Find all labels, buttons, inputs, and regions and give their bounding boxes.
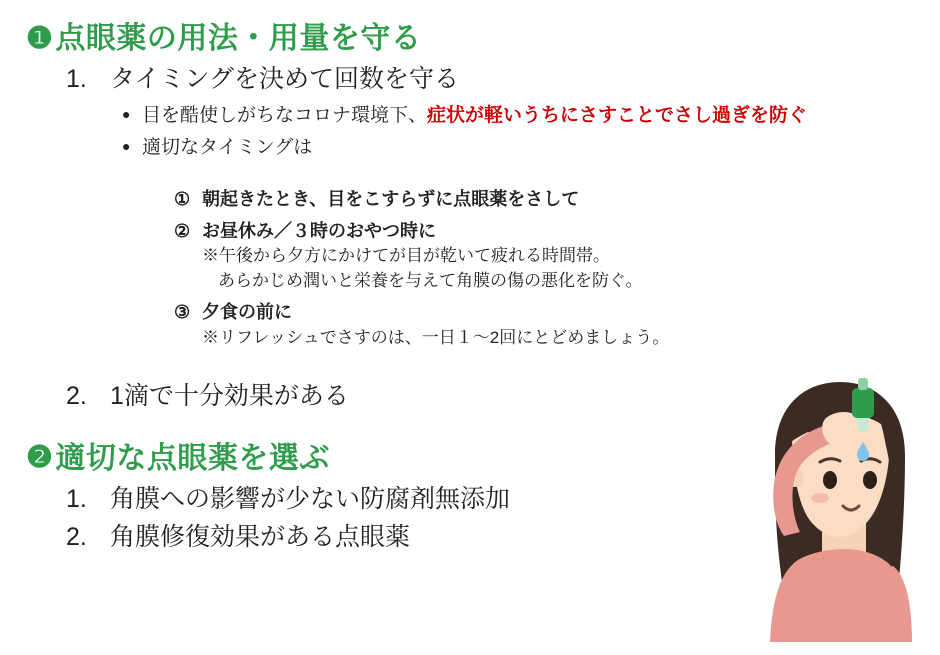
sub-list-item xyxy=(26,186,914,212)
section-title: 適切な点眼薬を選ぶ xyxy=(55,441,330,475)
bullet-dot-icon: ● xyxy=(122,105,131,122)
sub-list-text: お昼休み／３時のおやつ時に xyxy=(202,221,436,242)
list-text: タイミングを決めて回数を守る xyxy=(110,65,460,93)
sub-list-text: 朝起きたとき、目をこすらずに点眼薬をさして xyxy=(202,188,580,209)
bullet-text: 適切なタイミングは xyxy=(142,137,313,159)
sub-list-item xyxy=(26,218,914,244)
sub-list-number: ① xyxy=(174,188,191,209)
bullet-text xyxy=(142,103,914,130)
list-number: 1. xyxy=(66,65,87,93)
section-heading-1 xyxy=(26,22,914,55)
list-text: 角膜への影響が少ない防腐剤無添加 xyxy=(110,484,511,513)
list-text: 角膜修復効果がある点眼薬 xyxy=(110,522,411,551)
bullet-text-emphasis: 症状が軽いうちにさすことでさし過ぎを防ぐ xyxy=(427,104,808,126)
list-number: 1. xyxy=(66,484,87,513)
list-number: 2. xyxy=(66,382,87,411)
section-number-icon: ❶ xyxy=(26,21,54,55)
sub-list-note: ※リフレッシュでさすのは、一日１〜2回にとどめましょう。 xyxy=(202,327,670,347)
list-item xyxy=(26,63,914,97)
bullet-text-plain: 目を酷使しがちなコロナ環境下、 xyxy=(142,104,428,126)
sub-list-text: 夕食の前に xyxy=(202,302,292,323)
sub-list-note: ※午後から夕方にかけてが目が乾いて疲れる時間帯。 xyxy=(202,246,610,266)
sub-list-item xyxy=(26,299,914,325)
list-text: 1滴で十分効果がある xyxy=(110,382,349,411)
sub-list-number: ③ xyxy=(174,302,191,323)
bullet-dot-icon: ● xyxy=(122,138,131,155)
sub-list-number: ② xyxy=(174,221,191,242)
section-title: 点眼薬の用法・用量を守る xyxy=(55,22,422,55)
section-number-icon: ❷ xyxy=(26,441,54,475)
bullet-item xyxy=(26,103,914,130)
list-number: 2. xyxy=(66,522,87,551)
sub-list-note: あらかじめ潤いと栄養を与えて角膜の傷の悪化を防ぐ。 xyxy=(218,270,643,290)
bullet-item xyxy=(26,135,914,162)
woman-applying-eye-drops-illustration xyxy=(680,360,930,650)
